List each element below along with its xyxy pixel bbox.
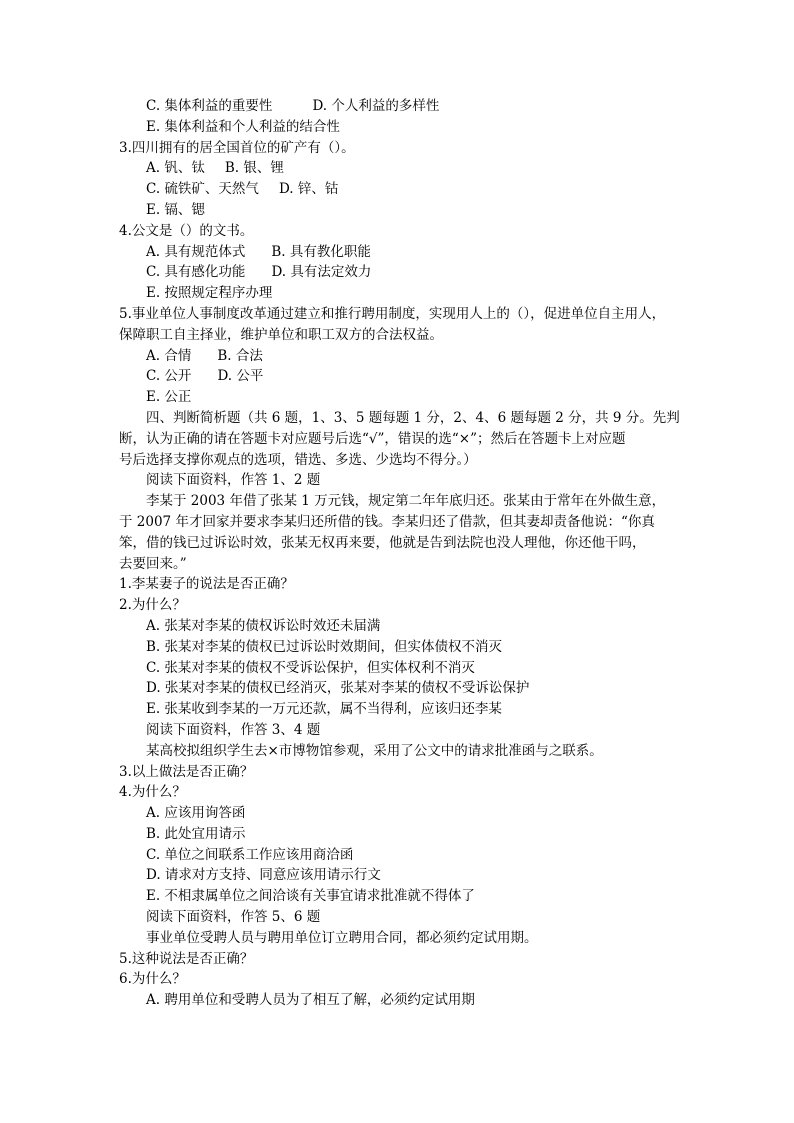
option-c: C. 硫铁矿、天然气 [146, 181, 259, 198]
material-text: 某高校拟组织学生去×市博物馆参观，采用了公文中的请求批准函与之联系。 [146, 742, 603, 759]
question-stem: 5.事业单位人事制度改革通过建立和推行聘用制度，实现用人上的（），促进单位自主用人， [119, 305, 666, 322]
section-heading-continued: 号后选择支撑你观点的选项，错选、多选、少选均不得分。） [119, 451, 477, 468]
option-line [0, 283, 794, 304]
material-text: 去要回来。” [119, 555, 187, 572]
option-d: D. 公平 [217, 368, 264, 385]
option-line [0, 366, 794, 387]
question-stem: 4.公文是（）的文书。 [119, 222, 254, 239]
option-c: C. 具有感化功能 [146, 264, 246, 281]
option-c: C. 单位之间联系工作应该用商洽函 [146, 846, 354, 863]
option-line [0, 96, 794, 117]
option-a: A. 合情 [146, 347, 192, 364]
option-line [0, 346, 794, 367]
option-b: B. 银、锂 [224, 160, 284, 177]
option-c: C. 公开 [146, 368, 192, 385]
reading-instruction: 阅读下面资料，作答 3、4 题 [146, 721, 321, 738]
material-text: 笨，借的钱已过诉讼时效，张某无权再来要，他就是告到法院也没人理他，你还他干吗， [119, 534, 646, 551]
question-stem: 6.为什么？ [119, 971, 186, 988]
option-line [0, 262, 794, 283]
exam-page [0, 96, 794, 1011]
question-stem: 5.这种说法是否正确？ [119, 950, 254, 967]
option-c: C. 集体利益的重要性 [146, 98, 273, 114]
option-a: A. 张某对李某的债权诉讼时效还未届满 [146, 617, 381, 634]
question-stem-continued: 保障职工自主择业，维护单位和职工双方的合法权益。 [119, 326, 443, 343]
question-stem: 3.以上做法是否正确？ [119, 763, 254, 780]
material-text: 于 2007 年才回家并要求李某归还所借的钱。李某归还了借款，但其妻却责备他说：“你真 [119, 513, 655, 530]
option-a: A. 钒、钛 [146, 160, 205, 177]
option-d: D. 张某对李某的债权已经消灭，张某对李某的债权不受诉讼保护 [146, 680, 530, 697]
section-heading-continued: 断，认为正确的请在答题卡对应题号后选“√”，错误的选“×”；然后在答题卡上对应题 [119, 430, 626, 447]
reading-instruction: 阅读下面资料，作答 1、2 题 [146, 472, 321, 489]
option-e: E. 不相隶属单位之间洽谈有关事宜请求批准就不得体了 [146, 888, 475, 905]
option-e: E. 张某收到李某的一万元还款，属不当得利，应该归还李某 [146, 701, 502, 718]
material-text: 事业单位受聘人员与聘用单位订立聘用合同，都必须约定试用期。 [146, 929, 538, 946]
section-heading: 四、判断简析题（共 6 题，1、3、5 题每题 1 分，2、4、6 题每题 2 分，共 9 分。先判 [146, 409, 680, 426]
option-line [0, 242, 794, 263]
option-line [0, 179, 794, 200]
option-a: A. 聘用单位和受聘人员为了相互了解，必须约定试用期 [146, 992, 475, 1009]
option-line [0, 117, 794, 138]
option-b: B. 张某对李某的债权已过诉讼时效期间，但实体债权不消灭 [146, 638, 503, 655]
question-stem: 4.为什么？ [119, 784, 186, 801]
option-d: D. 具有法定效力 [271, 264, 372, 281]
option-e: E. 集体利益和个人利益的结合性 [146, 118, 340, 135]
option-e: E. 按照规定程序办理 [146, 285, 273, 302]
option-d: D. 请求对方支持、同意应该用请示行文 [146, 867, 381, 884]
reading-instruction: 阅读下面资料，作答 5、6 题 [146, 909, 321, 926]
option-line [0, 200, 794, 221]
question-stem: 1.李某妻子的说法是否正确？ [119, 576, 294, 593]
option-e: E. 镉、锶 [146, 201, 205, 218]
option-line [0, 158, 794, 179]
option-b: B. 具有教化职能 [271, 243, 371, 260]
option-a: A. 应该用询答函 [146, 805, 246, 822]
option-d: D. 锌、钴 [278, 181, 339, 198]
option-b: B. 合法 [217, 347, 263, 364]
option-line [0, 387, 794, 408]
option-a: A. 具有规范体式 [146, 243, 246, 260]
option-c: C. 张某对李某的债权不受诉讼保护，但实体权利不消灭 [146, 659, 475, 676]
option-b: B. 此处宜用请示 [146, 825, 246, 842]
option-d: D. 个人利益的多样性 [312, 98, 440, 114]
material-text: 李某于 2003 年借了张某 1 万元钱，规定第二年年底归还。张某由于常年在外做生意， [146, 493, 666, 510]
question-stem: 2.为什么？ [119, 597, 186, 614]
option-e: E. 公正 [146, 389, 192, 406]
question-stem: 3.四川拥有的居全国首位的矿产有（）。 [119, 139, 355, 156]
